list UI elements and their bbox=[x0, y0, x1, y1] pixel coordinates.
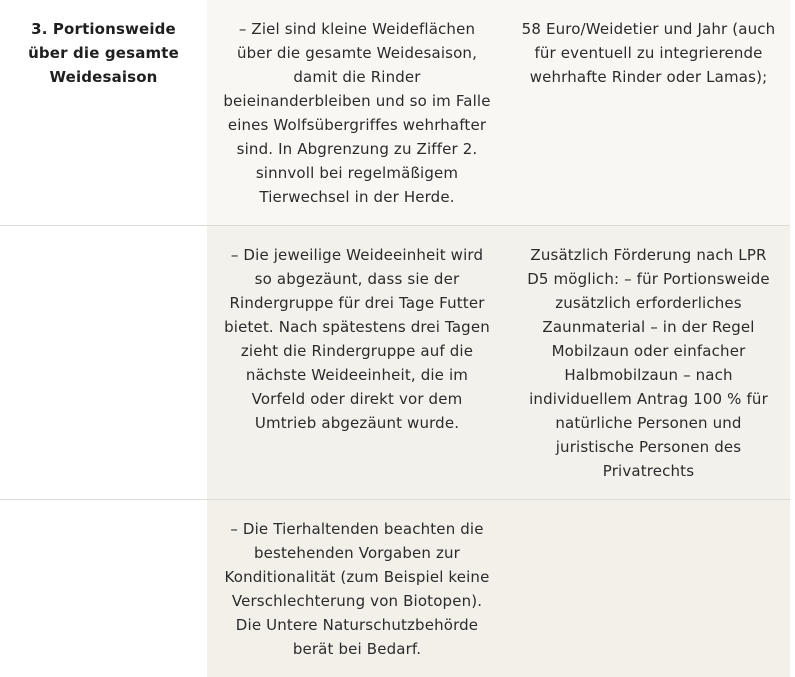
table-row bbox=[0, 0, 790, 226]
table-row bbox=[0, 226, 790, 500]
description-cell: – Ziel sind kleine Weideflächen über die gesamte Weidesaison, damit die Rinder beieinanderbleiben und so im Falle eines Wolfsübergriffes wehrhafter sind. In Abgrenzung zu Ziffer 2. sinnvoll bei regelmäßigem Tierwechsel in der Herde. bbox=[207, 0, 507, 226]
funding-cell bbox=[507, 500, 790, 677]
description-cell: – Die jeweilige Weideeinheit wird so abgezäunt, dass sie der Rindergruppe für drei Tage Futter bietet. Nach spätestens drei Tagen zieht die Rindergruppe auf die nächste Weideeinheit, die im Vorfeld oder direkt vor dem Umtrieb abgezäunt wurde. bbox=[207, 226, 507, 500]
description-cell: – Die Tierhaltenden beachten die bestehenden Vorgaben zur Konditionalität (zum Beispiel keine Verschlechterung von Biotopen). Die Untere Naturschutzbehörde berät bei Bedarf. bbox=[207, 500, 507, 677]
measure-name-cell bbox=[0, 226, 207, 500]
funding-cell: Zusätzlich Förderung nach LPR D5 möglich: – für Portionsweide zusätzlich erforderliches Zaunmaterial – in der Regel Mobilzaun oder einfacher Halbmobilzaun – nach individuellem Antrag 100 % für natürliche Personen und juristische Personen des Privatrechts bbox=[507, 226, 790, 500]
measure-name-cell bbox=[0, 500, 207, 677]
measure-name-cell: 3. Portionsweide über die gesamte Weidesaison bbox=[0, 0, 207, 226]
funding-cell: 58 Euro/Weidetier und Jahr (auch für eventuell zu integrierende wehrhafte Rinder oder Lamas); bbox=[507, 0, 790, 226]
table-row bbox=[0, 500, 790, 677]
